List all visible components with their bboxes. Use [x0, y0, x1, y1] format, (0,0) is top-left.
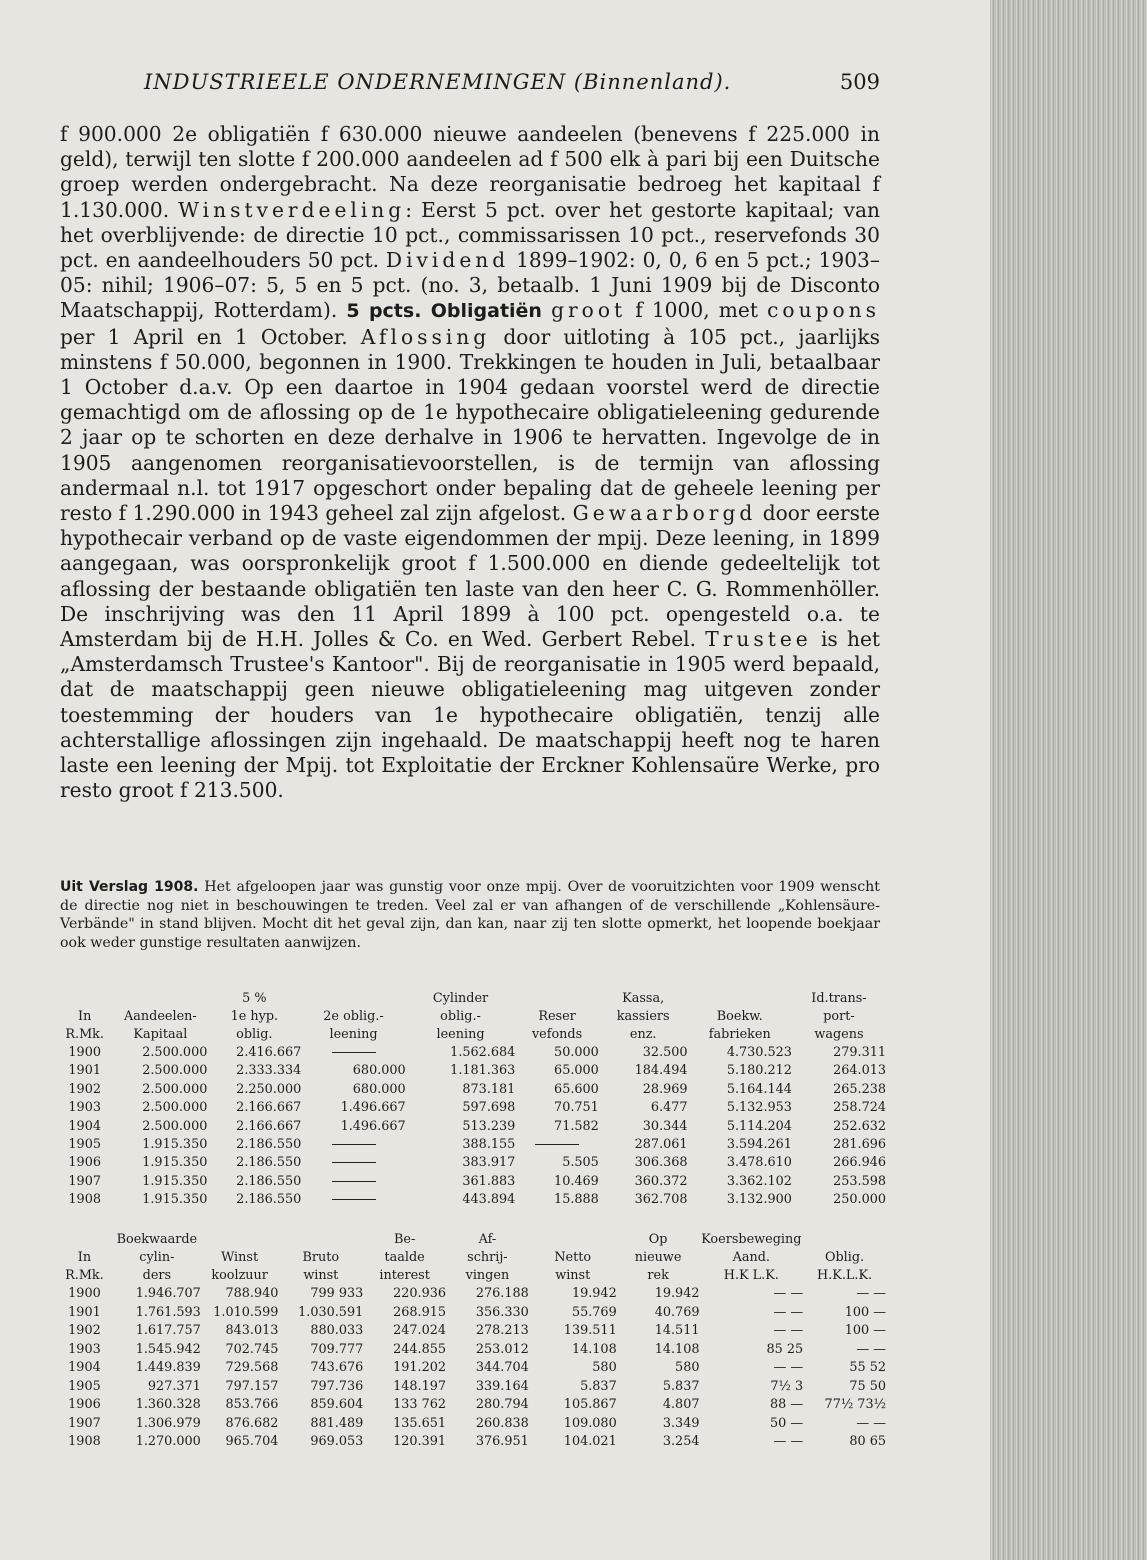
column-header: port- — [823, 1009, 855, 1024]
text-run: 1899–1902: 0, 0, 6 en 5 pct.; 1903–05: nihil; 1906–07: 5, 5 en 5 pct. (no. 3, betaalb. 1 Juni 1909 bij de Disconto Maatschappij, Rotterdam). — [60, 248, 880, 323]
table-cell: 5.505 — [562, 1155, 599, 1171]
table-cell: 859.604 — [310, 1397, 364, 1412]
table-cell: 3.254 — [662, 1434, 700, 1449]
table-cell: 184.494 — [634, 1063, 688, 1079]
table-cell: 100 — — [844, 1323, 886, 1338]
year-cell: 1901 — [68, 1063, 101, 1079]
column-header — [56, 1231, 113, 1249]
table-cell: 1.010.599 — [213, 1304, 279, 1320]
table-cell: — — — [773, 1323, 804, 1338]
table-cell: 3.349 — [662, 1415, 700, 1431]
year-cell: 1905 — [68, 1378, 101, 1394]
results-table — [56, 1231, 886, 1452]
table-cell: 306.368 — [634, 1155, 688, 1171]
empty-dash — [332, 1052, 376, 1053]
table-cell: 927.371 — [147, 1378, 201, 1394]
spaced-keyword: groot — [551, 298, 627, 323]
table-cell — [301, 1154, 405, 1172]
text-run: door uitloting à 105 pct., jaarlijks minstens f 50.000, begonnen in 1900. Trekkingen te houden in Juli, betaalbaar 1 October d.a.v. Op een daartoe in 1904 gedaan voorstel werd de directie gemachtigd om de aflossing op de 1e hypothecaire obligatieleening gedurende 2 jaar op te schorten en deze derhalve in 1906 te hervatten. Ingevolge de in 1905 aangenomen reorganisatievoorstellen, is de termijn van aflossing andermaal n.l. tot 1917 opgeschort onder bepaling dat de geheele leening per resto f 1.290.000 in 1943 geheel zal zijn afgelost. — [60, 324, 880, 526]
table-cell: 2.416.667 — [236, 1045, 302, 1060]
column-header: winst — [555, 1268, 591, 1283]
table-cell: 253.012 — [475, 1341, 529, 1357]
table-cell: 139.511 — [563, 1323, 617, 1338]
table-cell: 266.946 — [833, 1155, 886, 1171]
table-cell: 120.391 — [393, 1434, 447, 1449]
table-cell: 1.181.363 — [450, 1063, 516, 1079]
table-cell: 50.000 — [554, 1045, 599, 1060]
table-cell: 843.013 — [225, 1323, 279, 1338]
column-header: Winst — [221, 1250, 259, 1265]
column-header: Netto — [554, 1250, 592, 1265]
table-cell: 281.696 — [833, 1137, 886, 1153]
table-cell: 2.166.667 — [236, 1100, 302, 1116]
table-cell: 376.951 — [475, 1434, 529, 1449]
table-cell: 100 — — [844, 1304, 886, 1320]
column-header: nieuwe — [634, 1250, 682, 1265]
table-cell: 2.333.334 — [236, 1063, 302, 1079]
table-cell: 260.838 — [475, 1415, 529, 1431]
column-header — [688, 990, 792, 1008]
table-row — [56, 1285, 886, 1304]
year-cell: 1903 — [68, 1100, 101, 1116]
table-cell: 258.724 — [833, 1100, 886, 1116]
text-run: door eerste hypothecair verband op de vaste eigendommen der mpij. Deze leening, in 1899 aangegaan, was oorspronkelijk groot f 1.500.000 en diende gedeeltelijk tot aflossing der bestaande obligatiën ten laste van den heer C. G. Rommenhöller. De inschrijving was den 11 April 1899 à 100 pct. opengesteld o.a. te Amsterdam bij de H.H. Jolles & Co. en Wed. Gerbert Rebel. — [60, 501, 880, 652]
column-header: Boekw. — [716, 1009, 763, 1024]
table-cell: 2.250.000 — [236, 1081, 302, 1097]
table-cell: 1.030.591 — [298, 1304, 364, 1320]
table-cell: 5.837 — [580, 1378, 617, 1394]
column-header — [529, 1231, 617, 1249]
table-cell: 220.936 — [393, 1286, 447, 1301]
table-cell: 1.306.979 — [135, 1415, 201, 1431]
table-cell: 2.500.000 — [142, 1045, 208, 1060]
table-cell: 191.202 — [393, 1360, 447, 1375]
table-cell: 28.969 — [642, 1081, 688, 1097]
table-cell: 70.751 — [554, 1100, 599, 1116]
table-row — [56, 1136, 886, 1154]
column-header: 2e oblig.- — [323, 1009, 384, 1024]
year-cell: 1906 — [68, 1397, 101, 1412]
text-run: : Eerst 5 pct. over het gestorte kapitaal; van het overblijvende: de directie 10 pct., commissarissen 10 pct., reservefonds 30 pct. en aandeelhouders 50 pct. — [60, 197, 880, 273]
table-cell: 797.157 — [225, 1378, 279, 1394]
table-cell: 55 52 — [849, 1360, 886, 1375]
year-cell: 1904 — [68, 1360, 101, 1375]
year-cell: 1900 — [68, 1045, 101, 1060]
body-text — [60, 122, 880, 803]
table-cell: 50 — — [770, 1415, 804, 1431]
table-cell: 109.080 — [563, 1415, 617, 1431]
table-cell — [515, 1136, 599, 1154]
table-cell: 247.024 — [393, 1323, 447, 1338]
empty-dash — [332, 1162, 376, 1163]
table-cell: 362.708 — [634, 1192, 688, 1208]
column-header: Id.trans- — [811, 991, 867, 1006]
table-cell: 356.330 — [475, 1304, 529, 1320]
header-row — [56, 1267, 886, 1285]
table-cell: 702.745 — [225, 1341, 279, 1357]
bold-heading: 5 pcts. Obligatiën — [346, 300, 542, 323]
table-cell: 443.894 — [462, 1192, 516, 1208]
column-header: taalde — [384, 1250, 425, 1265]
table-row — [56, 1099, 886, 1117]
table-cell: 105.867 — [563, 1397, 617, 1412]
table-cell: 85 25 — [766, 1341, 804, 1357]
table-row — [56, 1378, 886, 1397]
table-cell: 361.883 — [462, 1173, 516, 1189]
table-cell: 1.761.593 — [135, 1304, 201, 1320]
column-header: Aand. — [732, 1250, 770, 1265]
table-cell: 276.188 — [475, 1286, 529, 1301]
table-row — [56, 1081, 886, 1099]
table-cell: 287.061 — [634, 1137, 688, 1153]
table-cell: 4.807 — [662, 1397, 700, 1412]
year-cell: 1904 — [68, 1118, 101, 1134]
table-cell: 2.500.000 — [142, 1100, 208, 1116]
column-header: oblig.- — [440, 1009, 481, 1024]
table-cell: 680.000 — [352, 1081, 406, 1097]
table-cell: 5.132.953 — [726, 1100, 792, 1116]
column-header: Kapitaal — [133, 1027, 188, 1042]
table-cell — [301, 1044, 405, 1062]
table-cell: 743.676 — [310, 1360, 364, 1375]
table-cell: 2.500.000 — [142, 1081, 208, 1097]
column-header — [201, 1231, 279, 1249]
table-cell: 1.270.000 — [135, 1434, 201, 1449]
table-cell: 881.489 — [310, 1415, 364, 1431]
column-header: In — [77, 1250, 92, 1265]
table-cell: 264.013 — [833, 1063, 886, 1079]
column-header: 5 % — [242, 991, 267, 1006]
table-row — [56, 1304, 886, 1323]
table-cell: 2.500.000 — [142, 1063, 208, 1079]
year-cell: 1906 — [68, 1155, 101, 1171]
table-cell: 388.155 — [462, 1137, 516, 1153]
table-cell: 1.915.350 — [142, 1192, 208, 1208]
table-cell: 77½ 73½ — [824, 1397, 886, 1412]
table-cell: 709.777 — [310, 1341, 364, 1357]
table-cell: 65.000 — [554, 1063, 599, 1079]
column-header — [113, 990, 207, 1008]
empty-dash — [332, 1199, 376, 1200]
table-cell: 1.915.350 — [142, 1137, 208, 1153]
column-header: wagens — [814, 1027, 864, 1042]
table-cell: 268.915 — [393, 1304, 447, 1320]
table-cell: 580 — [675, 1360, 700, 1375]
spaced-keyword: Trustee — [705, 627, 812, 652]
table-cell: 880.033 — [310, 1323, 364, 1338]
column-header: Boekwaarde — [116, 1232, 198, 1247]
table-cell: 253.598 — [833, 1173, 886, 1189]
table-cell — [301, 1136, 405, 1154]
column-header — [301, 990, 405, 1008]
table-cell: 10.469 — [554, 1173, 599, 1189]
table-cell: — — — [856, 1341, 886, 1357]
table-cell: 1.617.757 — [135, 1323, 201, 1338]
table-cell: 873.181 — [462, 1081, 516, 1097]
year-cell: 1907 — [68, 1415, 101, 1431]
table-cell: 2.186.550 — [236, 1137, 302, 1153]
report-paragraph — [60, 878, 880, 952]
column-header: Op — [648, 1232, 668, 1247]
table-row — [56, 1359, 886, 1378]
table-cell: 279.311 — [833, 1045, 886, 1060]
page-number: 509 — [839, 70, 880, 94]
header-row — [56, 1231, 886, 1249]
table-cell: 3.132.900 — [726, 1192, 792, 1208]
column-header: Koersbeweging — [701, 1232, 802, 1247]
table-cell: 2.186.550 — [236, 1192, 302, 1208]
table-cell: 30.344 — [642, 1118, 688, 1134]
table-cell: 3.362.102 — [726, 1173, 792, 1189]
table-cell: 55.769 — [571, 1304, 617, 1320]
spaced-keyword: Winstverdeeling — [178, 197, 406, 222]
table-cell: — — — [773, 1434, 804, 1449]
table-cell: 5.164.144 — [726, 1081, 792, 1097]
table-cell: 278.213 — [475, 1323, 529, 1338]
column-header: schrij- — [467, 1250, 508, 1265]
column-header: leening — [329, 1027, 378, 1042]
year-cell: 1903 — [68, 1341, 101, 1357]
column-header: enz. — [629, 1027, 657, 1042]
column-header: Reser — [538, 1009, 576, 1024]
table-cell: 729.568 — [225, 1360, 279, 1375]
table-cell — [301, 1191, 405, 1209]
year-cell: 1907 — [68, 1173, 101, 1189]
table-cell: 265.238 — [833, 1081, 886, 1097]
empty-dash — [332, 1144, 376, 1145]
table-row — [56, 1062, 886, 1080]
body-paragraph — [60, 122, 880, 803]
column-header: leening — [436, 1027, 485, 1042]
table-cell: 1.562.684 — [450, 1045, 516, 1060]
table-cell: 383.917 — [462, 1155, 516, 1171]
column-header — [278, 1231, 363, 1249]
table-cell: 5.114.204 — [726, 1118, 792, 1134]
table-cell: 71.582 — [554, 1118, 599, 1134]
table-cell: 1.496.667 — [340, 1118, 406, 1134]
table-cell: 1.946.707 — [135, 1286, 201, 1301]
table-cell: 14.108 — [654, 1341, 700, 1357]
header-row — [56, 990, 886, 1008]
table-cell: 1.545.942 — [135, 1341, 201, 1357]
table-cell: 3.594.261 — [726, 1137, 792, 1153]
table-cell: 788.940 — [225, 1286, 279, 1301]
column-header: interest — [379, 1268, 430, 1283]
table-row — [56, 1191, 886, 1209]
empty-dash — [332, 1181, 376, 1182]
table-cell: 32.500 — [642, 1045, 688, 1060]
spaced-keyword: Dividend — [385, 248, 510, 273]
text-run: f 900.000 2e obligatiën f 630.000 nieuwe aandeelen (benevens f 225.000 in geld), terwijl ten slotte f 200.000 aandeelen ad f 500 elk à pari bij een Duitsche groep werden ondergebracht. Na deze reorganisatie bedroeg het kapitaal f 1.130.000. — [60, 122, 880, 222]
table-row — [56, 1044, 886, 1062]
year-cell: 1902 — [68, 1323, 101, 1338]
table-row — [56, 1396, 886, 1415]
balance-table — [56, 990, 886, 1210]
report-heading: Uit Verslag 1908. — [60, 879, 199, 895]
table-cell: 5.837 — [662, 1378, 700, 1394]
table-cell: 80 65 — [849, 1434, 886, 1449]
table-cell: 853.766 — [225, 1397, 279, 1412]
table-cell: 280.794 — [475, 1397, 529, 1412]
table-cell: 133 762 — [393, 1397, 447, 1412]
column-header: kassiers — [616, 1009, 670, 1024]
table-cell: 148.197 — [393, 1378, 447, 1394]
table-cell — [301, 1173, 405, 1191]
table-cell: 1.915.350 — [142, 1155, 208, 1171]
table-cell: — — — [856, 1286, 886, 1301]
year-cell: 1901 — [68, 1304, 101, 1320]
table-cell: 104.021 — [563, 1434, 617, 1449]
table-cell: 680.000 — [352, 1063, 406, 1079]
table-cell: 75 50 — [849, 1378, 886, 1394]
year-cell: 1908 — [68, 1192, 101, 1208]
table-cell: 19.942 — [571, 1286, 617, 1301]
table-cell: 250.000 — [833, 1192, 886, 1208]
table-cell: 1.449.839 — [135, 1360, 201, 1375]
table-cell: 344.704 — [475, 1360, 529, 1375]
header-row — [56, 1008, 886, 1026]
running-title: INDUSTRIEELE ONDERNEMINGEN (Binnenland). — [144, 70, 732, 94]
table-cell: 513.239 — [462, 1118, 516, 1134]
table-cell: 1.496.667 — [340, 1100, 406, 1116]
table-cell: 15.888 — [554, 1192, 599, 1208]
table-cell: 1.360.328 — [135, 1397, 201, 1412]
table-cell: 14.108 — [571, 1341, 617, 1357]
report-text: Het afgeloopen jaar was gunstig voor onze mpij. Over de vooruitzichten voor 1909 wenscht de directie nog niet in beschouwingen te treden. Veel zal er van afhangen of de verschillende „Kohlensäure-Verbände" in stand blijven. Mocht dit het geval zijn, dan kan, naar zij ten slotte opmerkt, het loopende boekjaar ook weder gunstige resultaten aanwijzen. — [60, 879, 880, 951]
column-header: Oblig. — [825, 1250, 865, 1265]
column-header: R.Mk. — [65, 1027, 105, 1042]
table-cell: 797.736 — [310, 1378, 364, 1394]
spaced-keyword: coupons — [767, 298, 881, 323]
table-cell: 6.477 — [650, 1100, 688, 1116]
table-cell: 5.180.212 — [726, 1063, 792, 1079]
spaced-keyword: Aflossing — [360, 324, 491, 349]
year-cell: 1900 — [68, 1286, 101, 1301]
column-header: R.Mk. — [65, 1268, 104, 1283]
header-row — [56, 1249, 886, 1267]
column-header: vingen — [465, 1268, 510, 1283]
page-edges — [990, 0, 1147, 1560]
column-header: fabrieken — [708, 1027, 771, 1042]
column-header: rek — [647, 1268, 669, 1283]
table-cell: 876.682 — [225, 1415, 279, 1431]
table-cell: 88 — — [770, 1397, 804, 1412]
column-header: H.K L.K. — [723, 1268, 779, 1283]
spaced-keyword: Gewaarborgd — [572, 501, 757, 526]
column-header: oblig. — [236, 1027, 273, 1042]
column-header: Cylinder — [432, 991, 489, 1006]
column-header: Aandeelen- — [124, 1009, 197, 1024]
table-cell: 2.500.000 — [142, 1118, 208, 1134]
table-cell: 135.651 — [393, 1415, 447, 1431]
table-row — [56, 1415, 886, 1434]
running-header — [60, 66, 880, 106]
table-cell: 969.053 — [310, 1434, 364, 1449]
table-cell: — — — [773, 1286, 804, 1301]
table-cell: 965.704 — [225, 1434, 279, 1449]
table-cell: 65.600 — [554, 1081, 599, 1097]
column-header: In — [78, 1009, 92, 1024]
text-run: per 1 April en 1 October. — [60, 324, 348, 349]
table-cell: 2.166.667 — [236, 1118, 302, 1134]
table-cell: 14.511 — [654, 1323, 700, 1338]
table-row — [56, 1341, 886, 1360]
text-run: is het „Amsterdamsch Trustee's Kantoor". Bij de reorganisatie in 1905 werd bepaald, dat de maatschappij geen nieuwe obligatieleening mag uitgeven zonder toestemming der houders van 1e hypothecaire obligatiën, tenzij alle achterstallige aflossingen zijn ingehaald. De maatschappij heeft nog te haren laste een leening der Mpij. tot Exploitatie der Erckner Kohlensaüre Werke, pro resto groot f 213.500. — [60, 627, 881, 803]
table-cell: — — — [773, 1360, 804, 1375]
column-header: cylin- — [139, 1250, 175, 1265]
annual-report-note — [60, 878, 880, 952]
table-cell: 4.730.523 — [726, 1045, 792, 1060]
column-header: koolzuur — [211, 1268, 268, 1283]
column-header: Kassa, — [622, 991, 665, 1006]
column-header — [515, 990, 599, 1008]
table-row — [56, 1118, 886, 1136]
table-cell: 597.698 — [462, 1100, 516, 1116]
column-header: Be- — [393, 1232, 416, 1247]
table-cell: 1.915.350 — [142, 1173, 208, 1189]
column-header: ders — [142, 1268, 172, 1283]
table-row — [56, 1433, 886, 1452]
table-cell: 40.769 — [654, 1304, 700, 1320]
table-cell: — — — [773, 1304, 804, 1320]
year-cell: 1905 — [68, 1137, 101, 1153]
table-row — [56, 1322, 886, 1341]
table-cell: 19.942 — [654, 1286, 700, 1301]
table-cell: 580 — [592, 1360, 617, 1375]
year-cell: 1908 — [68, 1434, 101, 1449]
table-cell: 3.478.610 — [726, 1155, 792, 1171]
table-cell: 360.372 — [634, 1173, 688, 1189]
table-cell: 2.186.550 — [236, 1173, 302, 1189]
column-header: Bruto — [302, 1250, 340, 1265]
column-header: H.K.L.K. — [817, 1268, 873, 1283]
table-cell: 339.164 — [475, 1378, 529, 1394]
text-run: f 1000, met — [635, 298, 758, 323]
column-header: winst — [303, 1268, 339, 1283]
column-header: vefonds — [531, 1027, 583, 1042]
column-header: 1e hyp. — [230, 1009, 279, 1024]
table-row — [56, 1173, 886, 1191]
table-cell: 2.186.550 — [236, 1155, 302, 1171]
table-cell: — — — [856, 1415, 886, 1431]
column-header — [56, 990, 113, 1008]
table-cell: 7½ 3 — [770, 1378, 804, 1394]
table-row — [56, 1154, 886, 1172]
column-header — [803, 1231, 886, 1249]
table-cell: 244.855 — [393, 1341, 447, 1357]
year-cell: 1902 — [68, 1081, 101, 1097]
table-cell: 252.632 — [833, 1118, 886, 1134]
header-row — [56, 1026, 886, 1044]
empty-dash — [535, 1144, 579, 1145]
table-cell: 799 933 — [310, 1286, 364, 1301]
column-header: Af- — [478, 1232, 497, 1247]
